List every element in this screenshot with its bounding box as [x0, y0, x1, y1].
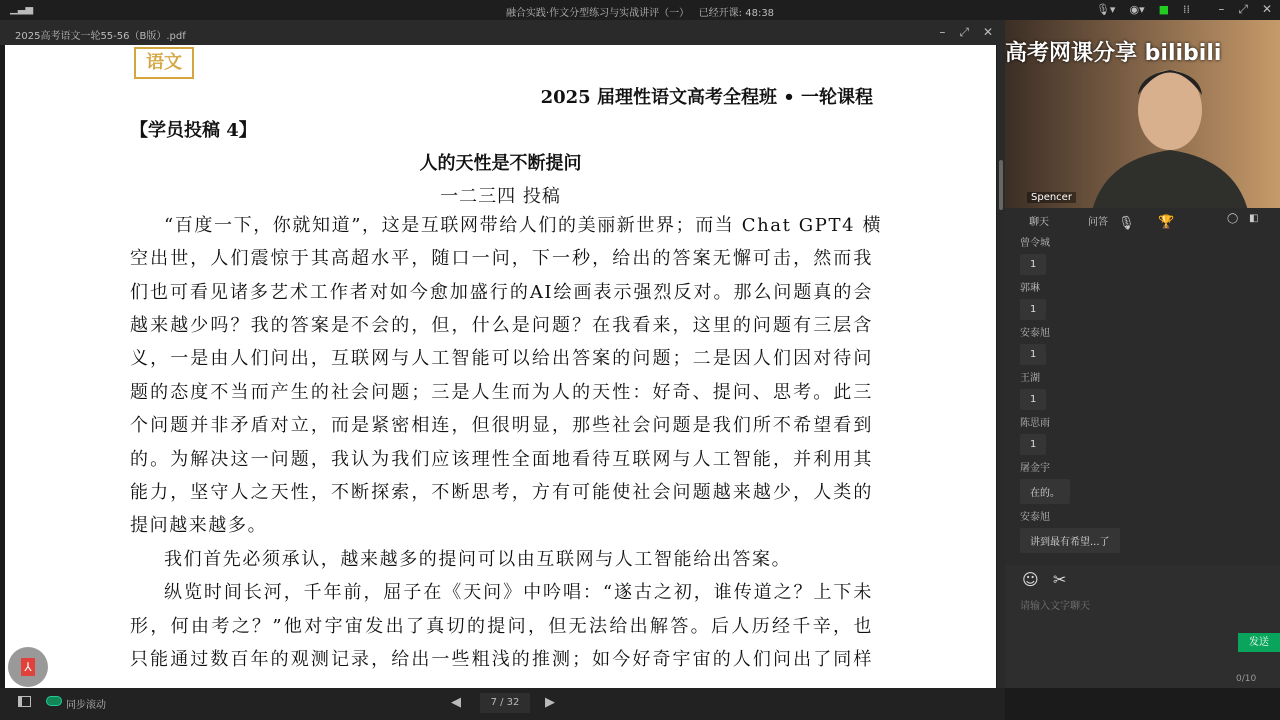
pdf-close-button[interactable]: ✕ [982, 25, 993, 39]
pdf-filename: 2025高考语文一轮55-56（B版）.pdf [15, 31, 186, 42]
tab-chat[interactable]: 聊天 [1029, 217, 1049, 228]
text-line: 个问题并非矛盾对立，而是紧密相连，但很明显，那些社会问题是我们所不希望看到 [130, 415, 873, 436]
mute-mic-icon[interactable]: 🎙 [1118, 216, 1135, 231]
message-text: 1 [1020, 344, 1046, 365]
section-tag: 【学员投稿 4】 [130, 120, 257, 141]
record-icon[interactable]: ■ [1158, 3, 1169, 16]
chat-messages [1020, 236, 1120, 559]
sender-name: 陈思雨 [1020, 418, 1050, 429]
send-button[interactable]: 发送 [1238, 633, 1280, 652]
chat-input[interactable]: 请输入文字聊天 [1020, 601, 1090, 612]
panel-toggle-icon[interactable]: ◧ [1249, 213, 1259, 224]
app-topbar [0, 0, 1280, 20]
pdf-maximize-button[interactable]: ⤢ [959, 25, 969, 39]
pdf-page [5, 45, 996, 688]
text-line: 只能通过数百年的观测记录，给出一些粗浅的推测；如今好奇宇宙的人们问出了同样 [130, 649, 873, 670]
message-text: 1 [1020, 389, 1046, 410]
message-text: 1 [1020, 434, 1046, 455]
pdf-bottombar [0, 688, 1005, 720]
chat-message [1020, 236, 1120, 281]
speaker-name: Spencer [1027, 192, 1076, 203]
course-header: 2025 届理性语文高考全程班 • 一轮课程 [540, 87, 873, 108]
prev-page-button[interactable]: ◀ [451, 695, 461, 710]
text-line: 们也可看见诸多艺术工作者对如今愈加盛行的AI绘画表示强烈反对。那么问题真的会 [130, 282, 873, 303]
yuwen-logo: 语文 [134, 47, 194, 79]
camera-icon[interactable]: ◉▾ [1129, 3, 1145, 16]
text-line: “百度一下，你就知道”，这是互联网带给人们的美丽新世界；而当 Chat GPT4 横 [164, 215, 883, 236]
pdf-scrollbar[interactable] [997, 45, 1005, 688]
essay-title: 人的天性是不断提问 [419, 153, 582, 174]
page-indicator[interactable]: 7 / 32 [480, 693, 530, 713]
teacher-figure [1090, 50, 1250, 220]
chat-panel [1005, 208, 1280, 688]
char-counter: 0/10 [1236, 674, 1257, 684]
maximize-button[interactable]: ⤢ [1238, 2, 1248, 16]
emoji-icon[interactable]: ☺ [1022, 570, 1039, 589]
sender-name: 屠金宇 [1020, 463, 1050, 474]
sidebar-toggle-icon[interactable] [18, 696, 31, 707]
message-text: 讲到最有希望...了 [1020, 528, 1120, 553]
text-line: 义，一是由人们问出，互联网与人工智能可以给出答案的问题；二是因人们因对待问 [130, 348, 873, 369]
sync-scroll-label: 同步滚动 [66, 700, 106, 711]
signal-icon: ▁▃▅ [10, 4, 34, 15]
text-line: 题的态度不当而产生的社会问题；三是人生而为人的天性：好奇、提问、思考。此三 [130, 382, 873, 403]
class-title: 融合实践·作文分型练习与实战讲评（一） [505, 8, 690, 19]
chat-message [1020, 326, 1120, 371]
elapsed-time: 已经开课: 48:38 [698, 8, 775, 19]
scissors-icon[interactable]: ✂ [1053, 570, 1067, 589]
scrollbar-thumb[interactable] [999, 160, 1003, 210]
chat-input-area [1005, 565, 1280, 688]
sync-scroll-toggle[interactable] [46, 696, 62, 706]
grid-icon[interactable]: ⁞⁞ [1183, 3, 1190, 16]
sender-name: 安泰旭 [1020, 328, 1050, 339]
teacher-video [1005, 20, 1280, 208]
chat-message [1020, 510, 1120, 559]
sender-name: 王湖 [1020, 373, 1040, 384]
text-line: 能力，坚守人之天性，不断探索，不断思考，方有可能使社会问题越来越少，人类的 [130, 482, 873, 503]
tab-qa[interactable]: 问答 [1088, 217, 1108, 228]
microphone-icon[interactable]: 🎙▾ [1095, 3, 1116, 16]
text-line: 空出世，人们震惊于其高超水平，随口一问，下一秒，给出的答案无懈可击，然而我 [130, 248, 873, 269]
watermark: 高考网课分享 bilibili [1005, 41, 1222, 66]
next-page-button[interactable]: ▶ [545, 695, 555, 710]
text-line: 越来越少吗？我的答案是不会的，但，什么是问题？在我看来，这里的问题有三层含 [130, 315, 873, 336]
text-line: 形，何由考之？”他对宇宙发出了真切的提问，但无法给出解答。后人历经千辛，也 [130, 616, 873, 637]
essay-author: 一二三四 投稿 [440, 186, 561, 207]
message-text: 在的。 [1020, 479, 1070, 504]
minimize-button[interactable]: – [1218, 2, 1225, 16]
sender-name: 曾令城 [1020, 238, 1050, 249]
message-text: 1 [1020, 299, 1046, 320]
message-text: 1 [1020, 254, 1046, 275]
sender-name: 安泰旭 [1020, 512, 1050, 523]
acrobat-button[interactable] [8, 647, 48, 687]
chat-message [1020, 416, 1120, 461]
text-line: 提问越来越多。 [130, 515, 268, 536]
trophy-icon[interactable]: 🏆 [1158, 215, 1175, 230]
chat-bubble-icon[interactable]: ◯ [1227, 213, 1239, 224]
sender-name: 郭琳 [1020, 283, 1040, 294]
pdf-minimize-button[interactable]: – [939, 25, 946, 39]
close-button[interactable]: ✕ [1261, 2, 1272, 16]
text-line: 纵览时间长河，千年前，屈子在《天问》中吟唱：“遂古之初，谁传道之？上下未 [164, 582, 873, 603]
pdf-titlebar [0, 20, 1005, 45]
chat-message [1020, 281, 1120, 326]
text-line: 的。为解决这一问题，我认为我们应该理性全面地看待互联网与人工智能，并利用其 [130, 449, 873, 470]
chat-message [1020, 461, 1120, 510]
acrobat-icon: ⅄ [21, 658, 34, 676]
chat-message [1020, 371, 1120, 416]
text-line: 我们首先必须承认，越来越多的提问可以由互联网与人工智能给出答案。 [164, 549, 792, 570]
